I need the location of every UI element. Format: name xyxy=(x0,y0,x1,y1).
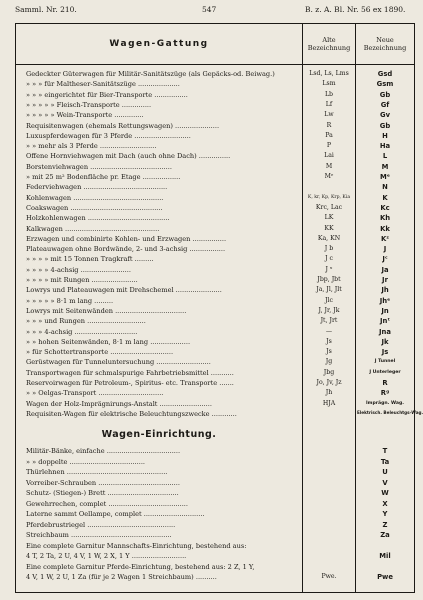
row-old-code: Lai xyxy=(324,152,334,160)
row-new-code: Pwe xyxy=(377,573,393,581)
row-new-code: L xyxy=(382,152,388,161)
row-description: » mit 25 m² Bodenfläche pr. Etage .................. xyxy=(26,173,181,181)
table-row xyxy=(16,70,414,78)
row-description: Transportwagen für schmalspurige Fahrbetriebsmittel ........... xyxy=(26,368,234,377)
row-description: Gerüstwagen für Tunneluntersuchung .......................... xyxy=(26,358,211,367)
row-description: Thürlehnen ................................................ xyxy=(26,468,168,476)
row-description: Offene Hornviehwagen mit Dach (auch ohne Dach) ............... xyxy=(26,152,231,161)
table-row xyxy=(16,101,414,109)
row-old-code: Js xyxy=(326,348,332,356)
table-row xyxy=(16,379,414,387)
table-row xyxy=(16,91,414,99)
row-old-code: Lsd, Ls, Lms xyxy=(309,70,349,77)
row-description: » » Oelgas-Transport ............................... xyxy=(26,389,164,398)
page-header xyxy=(0,5,423,17)
table-row xyxy=(16,307,414,315)
row-description: Wagen der Holz-Imprägnirungs-Anstalt ......................... xyxy=(26,399,212,408)
row-old-code: Lsm xyxy=(322,80,336,88)
row-description: » » » » 4-achsig ........................ xyxy=(26,265,131,274)
table-row xyxy=(16,573,414,581)
row-description: Luxuspferdewagen für 3 Pferde ........................... xyxy=(26,131,191,140)
row-old-code: HJA xyxy=(322,399,336,407)
row-description: » für Schottertransporte .............................. xyxy=(26,348,174,357)
row-old-code: J ˣ xyxy=(325,265,333,273)
row-old-code: Jh xyxy=(325,389,333,397)
row-old-code: P xyxy=(326,142,332,150)
table-row xyxy=(16,531,414,539)
row-old-code: Lf xyxy=(325,100,333,108)
row-description: 4 V, 1 W, 2 U, 1 Za (für je 2 Wagen 1 Streichbaum) .......... xyxy=(26,573,217,581)
row-description: » » » » mit Rungen ...................... xyxy=(26,276,138,284)
row-description: Holzkohlenwagen ....................................... xyxy=(26,214,170,223)
table-row xyxy=(16,348,414,356)
table-row xyxy=(16,152,414,160)
row-description: Erzwagen und combinirte Kohlen- und Erzwagen ................ xyxy=(26,234,227,243)
row-new-code: Gsd xyxy=(377,70,393,78)
row-old-code: J b xyxy=(324,245,334,253)
table-row xyxy=(16,80,414,88)
table-row xyxy=(16,358,414,366)
row-new-code: K xyxy=(382,193,388,202)
row-description: Eine complete Garnitur Pferde-Einrichtung, bestehend aus: 2 Z, 1 Y, xyxy=(26,562,255,571)
row-new-code: N xyxy=(382,183,388,192)
row-description: Pferdebrustriegel .......................................... xyxy=(26,520,176,529)
row-description: Gedeckter Güterwagen für Militär-Sanitätszüge (als Gepäcks-od. Beiwag.) xyxy=(26,70,275,78)
table-row xyxy=(16,214,414,222)
row-description: Vorreiber-Schrauben ....................................... xyxy=(26,478,180,487)
table-row xyxy=(16,266,414,274)
table-row xyxy=(16,489,414,497)
row-new-code: Kc xyxy=(380,203,390,212)
row-new-code: R xyxy=(382,379,388,387)
row-new-code: Jhᵉ xyxy=(379,296,391,305)
row-description: Lowrys mit Seitenwänden .................................. xyxy=(26,306,187,315)
row-new-code: Jna xyxy=(379,327,391,336)
row-new-code: Gb xyxy=(379,90,391,99)
row-description: » » hohen Seitenwänden, 8·1 m lang ................... xyxy=(26,337,191,346)
row-new-code: U xyxy=(382,468,388,476)
row-new-code: Jr xyxy=(382,276,388,284)
table-row xyxy=(16,468,414,476)
row-description: » » » und Rungen ............................ xyxy=(26,317,146,326)
row-new-code: J Unterleger xyxy=(369,369,401,375)
page-number: 547 xyxy=(202,5,217,14)
row-new-code: Za xyxy=(380,531,390,539)
row-old-code: Krc, Lac xyxy=(315,203,343,211)
table-row xyxy=(16,338,414,346)
gazette-reference: B. z. A. Bl. Nr. 56 ex 1890. xyxy=(305,5,406,14)
row-description: Eine complete Garnitur Mannschafts-Einrichtung, bestehend aus: xyxy=(26,541,247,550)
row-new-code: J xyxy=(383,245,387,254)
row-description: Laterne sammt Oellampe, complet ............................. xyxy=(26,510,205,518)
row-old-code: K, kr, Kp, Krp, Kia xyxy=(307,194,351,200)
row-old-code: Jg xyxy=(325,358,333,366)
table-row xyxy=(16,235,414,243)
row-old-code: J c xyxy=(325,255,333,263)
row-new-code: Gsm xyxy=(376,80,394,89)
row-new-code: Ja xyxy=(381,265,389,274)
row-old-code: Lb xyxy=(324,90,334,98)
table-row xyxy=(16,204,414,212)
row-new-code: Jk xyxy=(381,337,389,346)
row-new-code: Gf xyxy=(380,100,390,109)
row-description: Federviehwagen ........................................ xyxy=(26,183,168,192)
row-new-code: Mil xyxy=(379,552,391,560)
row-description: Requisiten-Wagen für elektrische Beleuchtungszwecke ............ xyxy=(26,409,237,418)
row-new-code: Jnᵗ xyxy=(379,317,390,326)
table-row xyxy=(16,510,414,518)
row-description: Schutz- (Stiegen-) Brett .................................. xyxy=(26,489,179,497)
table-row xyxy=(16,400,414,408)
table-row xyxy=(16,521,414,529)
table-row xyxy=(16,276,414,284)
row-old-code: KK xyxy=(324,224,334,232)
row-new-code: Z xyxy=(382,520,388,529)
table-frame xyxy=(15,23,423,593)
row-new-code: H xyxy=(382,131,388,140)
header-divider xyxy=(16,64,414,65)
row-description: » » » 4-achsig .............................. xyxy=(26,327,138,336)
table-row xyxy=(16,245,414,253)
row-old-code: Ka, KN xyxy=(317,234,341,242)
table-row xyxy=(16,194,414,202)
column-header-new: Neue Bezeichnung xyxy=(363,36,407,52)
column-header-type: Wagen-Gattung xyxy=(109,39,209,49)
row-new-code: W xyxy=(381,489,389,497)
table-row xyxy=(16,286,414,294)
row-new-code: Jᶜ xyxy=(382,255,388,264)
row-new-code: Js xyxy=(381,348,389,357)
table-row xyxy=(16,552,414,560)
row-old-code: Mᵉ xyxy=(324,173,334,180)
collection-number: Samml. Nr. 210. xyxy=(15,5,77,14)
row-new-code: Ta xyxy=(380,457,390,466)
row-new-code: Gb xyxy=(379,121,391,130)
table-row xyxy=(16,369,414,377)
row-description: » » » » » 8·1 m lang ......... xyxy=(26,296,114,305)
table-row xyxy=(16,409,423,418)
row-old-code: Jbg xyxy=(323,368,335,376)
row-new-code: J Tunnel xyxy=(374,359,396,365)
row-new-code: Kᶻ xyxy=(380,234,390,243)
table-row xyxy=(16,255,414,263)
row-new-code: Mᵉ xyxy=(379,173,391,181)
row-new-code: Imprägn. Wag. xyxy=(365,400,405,406)
table-row xyxy=(16,389,414,397)
row-description: » » mehr als 3 Pferde ........................... xyxy=(26,142,157,151)
table-row xyxy=(16,563,414,571)
row-old-code: Jo, Jv, Jz xyxy=(316,379,342,386)
table-row xyxy=(16,111,414,119)
table-row xyxy=(16,142,414,150)
row-description: » » » » » Fleisch-Transporte .............. xyxy=(26,100,152,109)
row-description: » » » eingerichtet für Bier-Transporte ................ xyxy=(26,90,188,99)
table-row xyxy=(16,183,414,191)
row-new-code: V xyxy=(382,478,388,487)
row-description: 4 T, 2 Ta, 2 U, 4 V, 1 W, 2 X, 1 Y .......................... xyxy=(26,552,187,560)
row-old-code: Jbp, Jbt xyxy=(317,276,341,283)
column-header-old: Alte Bezeichnung xyxy=(307,36,351,52)
row-old-code: Lw xyxy=(324,111,334,119)
row-description: » » doppelte .................................... xyxy=(26,457,146,466)
row-description: » » » für Maltheser-Sanitätszüge .................... xyxy=(26,80,180,89)
row-old-code: R xyxy=(326,121,332,129)
row-description: Kohlenwagen ........................................... xyxy=(26,193,164,202)
row-new-code: Rᵍ xyxy=(380,389,390,398)
table-row xyxy=(16,458,414,466)
row-old-code: J, Jr, Jk xyxy=(318,306,340,314)
row-description: Requisitenwagen (ehemals Rettungswagen) ..................... xyxy=(26,121,220,130)
table-row xyxy=(16,122,414,130)
row-new-code: Elektrisch. Beleuchtgs-Wag. xyxy=(357,409,423,415)
row-new-code: Gv xyxy=(379,111,390,120)
table-row xyxy=(16,328,414,336)
row-description: Streichbaum ................................................ xyxy=(26,531,172,539)
table-row xyxy=(16,479,414,487)
section-title: Wagen-Einrichtung. xyxy=(101,429,217,440)
row-old-code: Ja, Jl, Jlt xyxy=(316,286,342,294)
row-old-code: LK xyxy=(324,214,334,222)
row-description: Gewehrrechen, complet ...................................... xyxy=(26,499,188,508)
row-old-code: Jlc xyxy=(325,296,333,304)
row-description: Kalkwagen ............................................. xyxy=(26,224,160,233)
table-row xyxy=(16,132,414,140)
row-new-code: Y xyxy=(382,510,388,518)
row-description: Reservoirwagen für Petroleum-, Spiritus- etc. Transporte ....... xyxy=(26,379,234,387)
row-new-code: Jh xyxy=(381,286,389,295)
row-description: Plateauwagen ohne Bordwände, 2- und 3-achsig ................. xyxy=(26,245,226,254)
row-new-code: X xyxy=(382,499,388,508)
table-row xyxy=(16,297,414,305)
row-new-code: M xyxy=(381,162,389,171)
row-new-code: Ha xyxy=(379,142,391,151)
row-old-code: Js xyxy=(326,337,332,345)
row-new-code: Kh xyxy=(379,214,391,223)
table-row xyxy=(16,542,414,550)
row-description: Militär-Bänke, einfache ................................... xyxy=(26,447,181,455)
table-row xyxy=(16,173,414,181)
row-old-code: Pa xyxy=(325,131,333,139)
row-description: » » » » mit 15 Tonnen Tragkraft ......... xyxy=(26,255,154,264)
row-description: » » » » » Wein-Transporte .............. xyxy=(26,111,144,120)
row-old-code: — xyxy=(325,327,333,335)
table-row xyxy=(16,447,414,455)
row-old-code: M xyxy=(325,162,333,170)
row-description: Coakswagen ............................................ xyxy=(26,203,163,212)
table-row xyxy=(16,500,414,508)
row-description: Lowrys und Plateauwagen mit Drehschemel ...................... xyxy=(26,286,222,295)
table-row xyxy=(16,317,414,325)
row-new-code: Kk xyxy=(380,224,390,233)
table-row xyxy=(16,225,414,233)
row-old-code: Pwe. xyxy=(321,573,337,580)
row-new-code: T xyxy=(382,447,388,455)
table-row xyxy=(16,163,414,171)
row-old-code: Jt, Jrt xyxy=(320,317,338,325)
row-description: Borstenviehwagen ....................................... xyxy=(26,162,172,171)
row-new-code: Jn xyxy=(381,306,389,315)
